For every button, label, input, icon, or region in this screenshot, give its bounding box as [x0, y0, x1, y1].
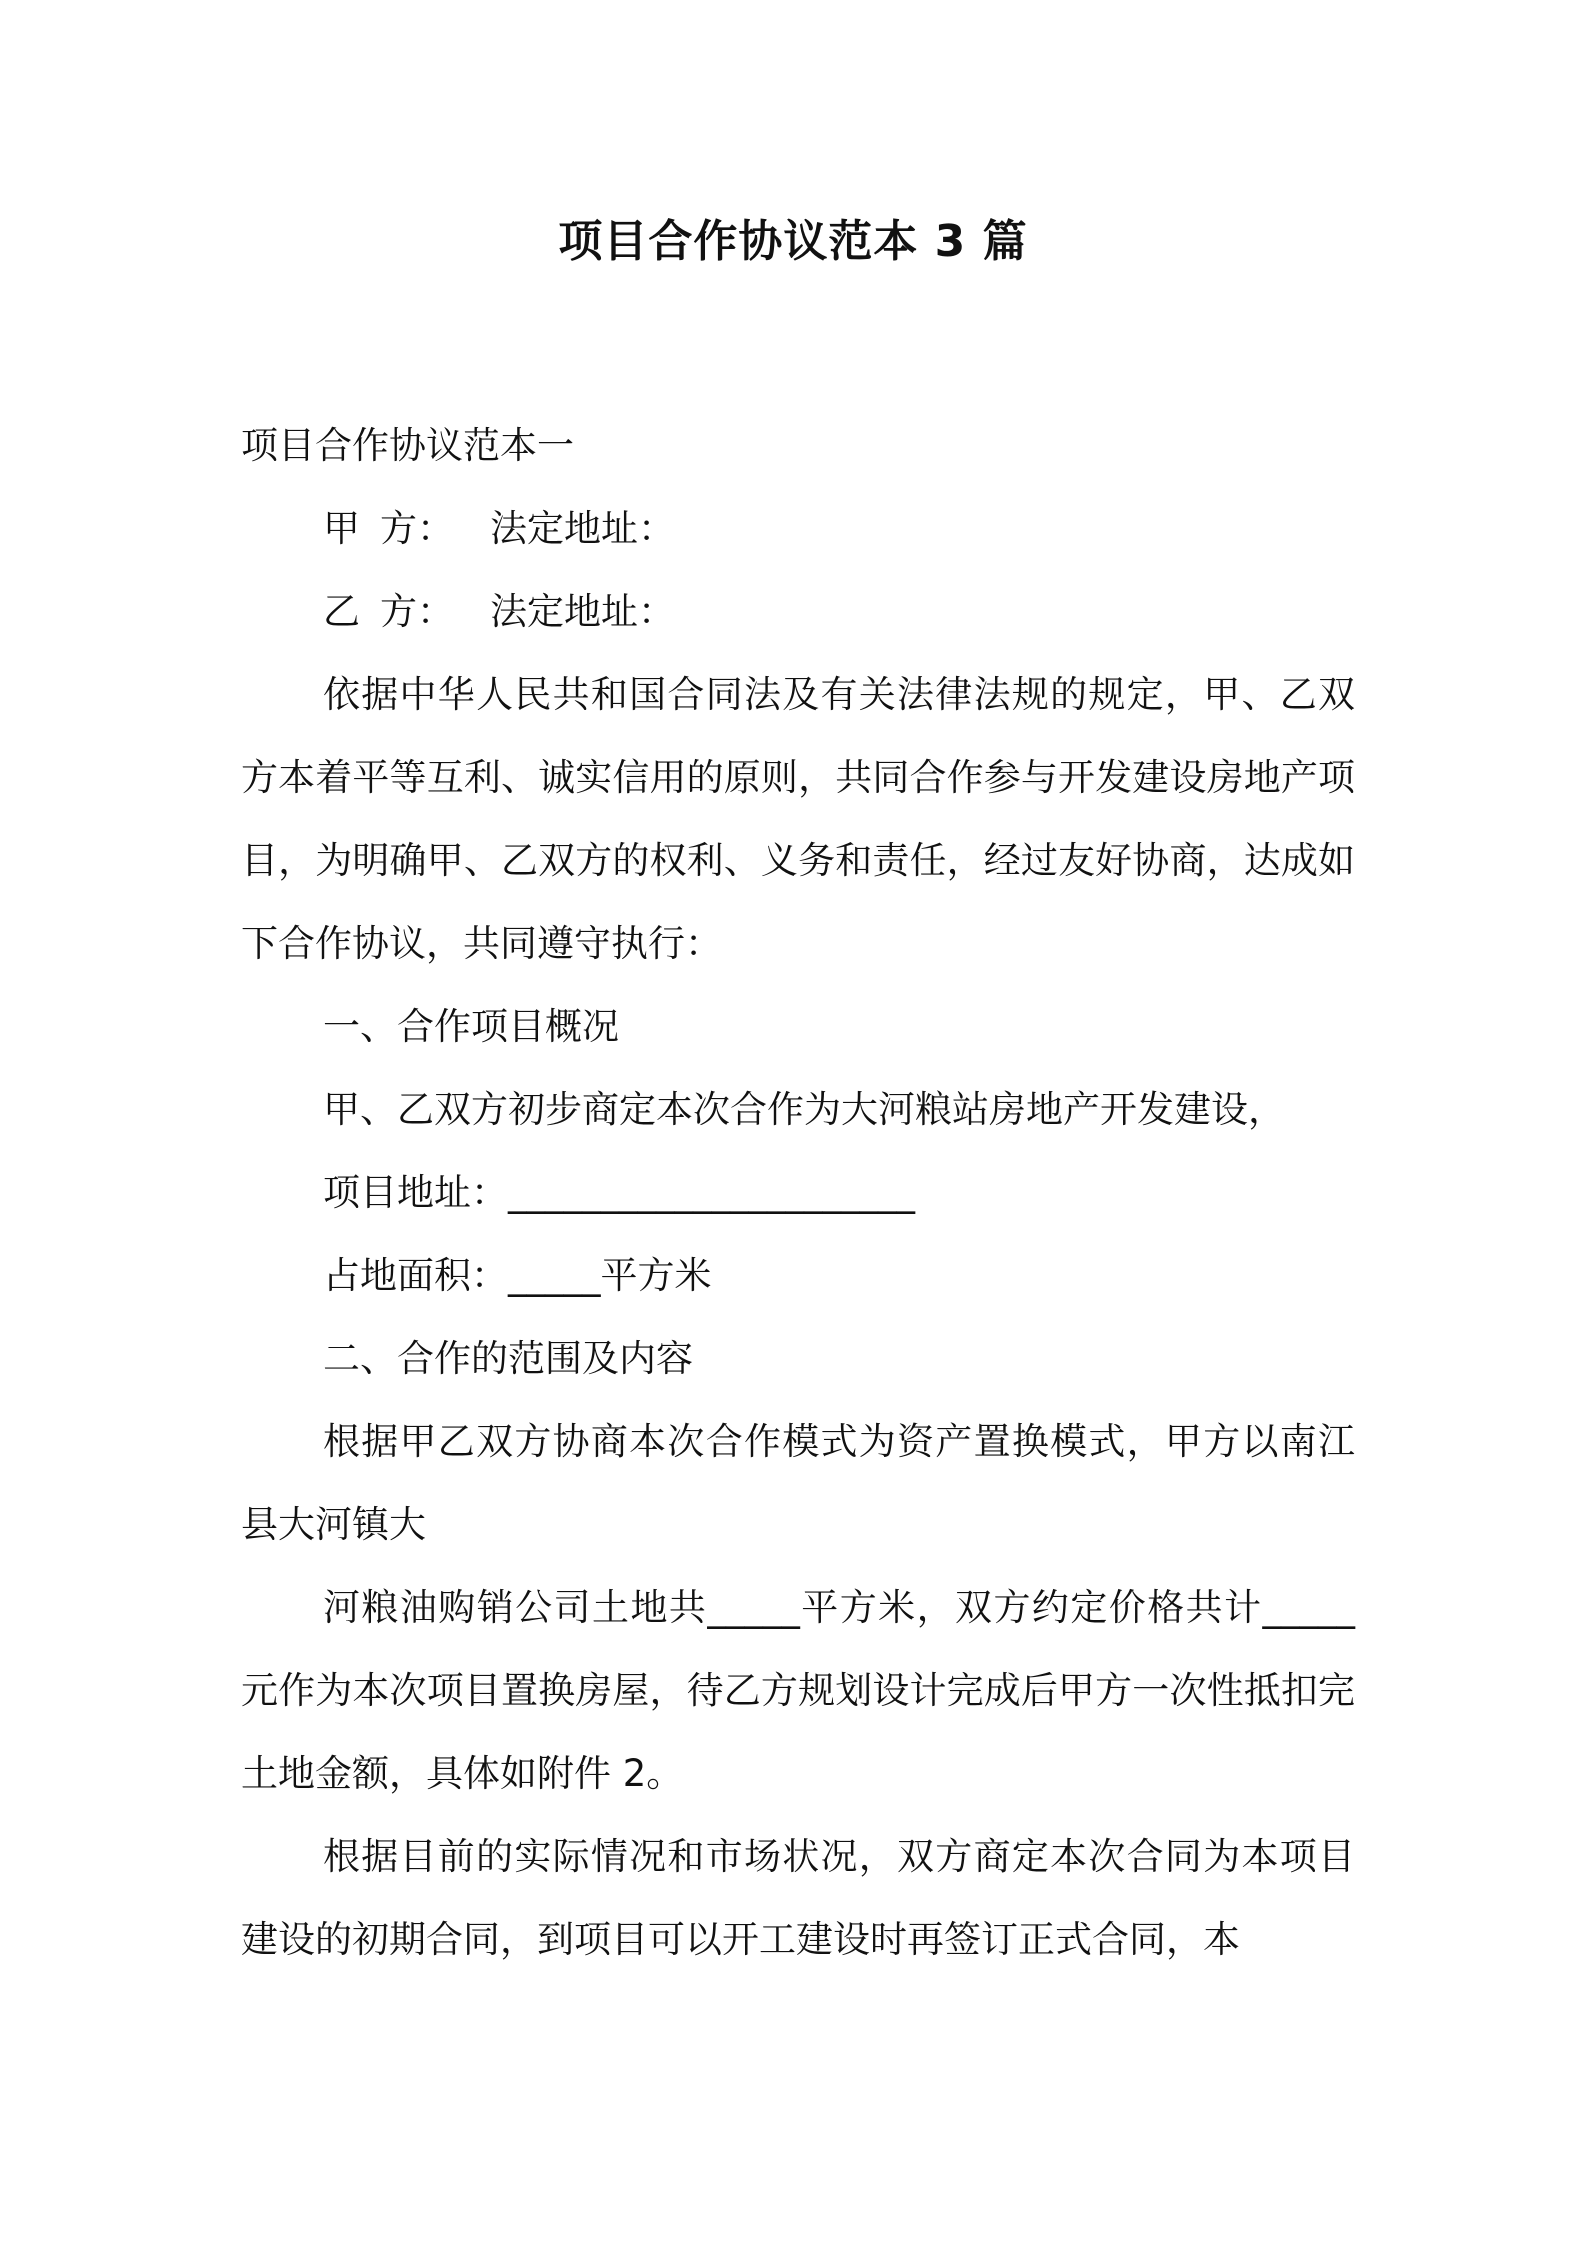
overview-paragraph: 甲、乙双方初步商定本次合作为大河粮站房地产开发建设，: [323, 1088, 1285, 1131]
party-a-label-2: 方：: [380, 507, 454, 550]
party-b-line: [241, 570, 1355, 653]
scope-paragraph-2: 河粮油购销公司土地共_____平方米，双方约定价格共计_____元作为本次项目置换房屋，待乙方规划设计完成后甲方一次性抵扣完土地金额，具体如附件 2。: [241, 1586, 1355, 1795]
party-a-label-1: 甲: [323, 507, 360, 550]
scope-paragraph-1: 根据甲乙双方协商本次合作模式为资产置换模式，甲方以南江县大河镇大: [241, 1420, 1355, 1546]
heading-cooperation-overview: 一、合作项目概况: [323, 1005, 619, 1048]
section-heading: 项目合作协议范本一: [241, 424, 574, 467]
party-a-address-label: 法定地址：: [490, 507, 675, 550]
party-a-line: [241, 487, 1355, 570]
heading-cooperation-scope: 二、合作的范围及内容: [323, 1337, 693, 1380]
party-b-label-1: 乙: [323, 590, 360, 633]
project-address-line: 项目地址：______________________: [323, 1171, 915, 1214]
intro-paragraph: 依据中华人民共和国合同法及有关法律法规的规定，甲、乙双方本着平等互利、诚实信用的原则，共同合作参与开发建设房地产项目，为明确甲、乙双方的权利、义务和责任，经过友好协商，达成如下合作协议，共同遵守执行：: [241, 673, 1355, 965]
document-title: 项目合作协议范本 3 篇: [558, 216, 1028, 267]
party-b-label-2: 方：: [380, 590, 454, 633]
party-b-address-label: 法定地址：: [490, 590, 675, 633]
document-body: [241, 404, 1355, 1981]
contract-paragraph: 根据目前的实际情况和市场状况，双方商定本次合同为本项目建设的初期合同，到项目可以开工建设时再签订正式合同，本: [241, 1835, 1355, 1961]
land-area-line: 占地面积：_____平方米: [323, 1254, 712, 1297]
